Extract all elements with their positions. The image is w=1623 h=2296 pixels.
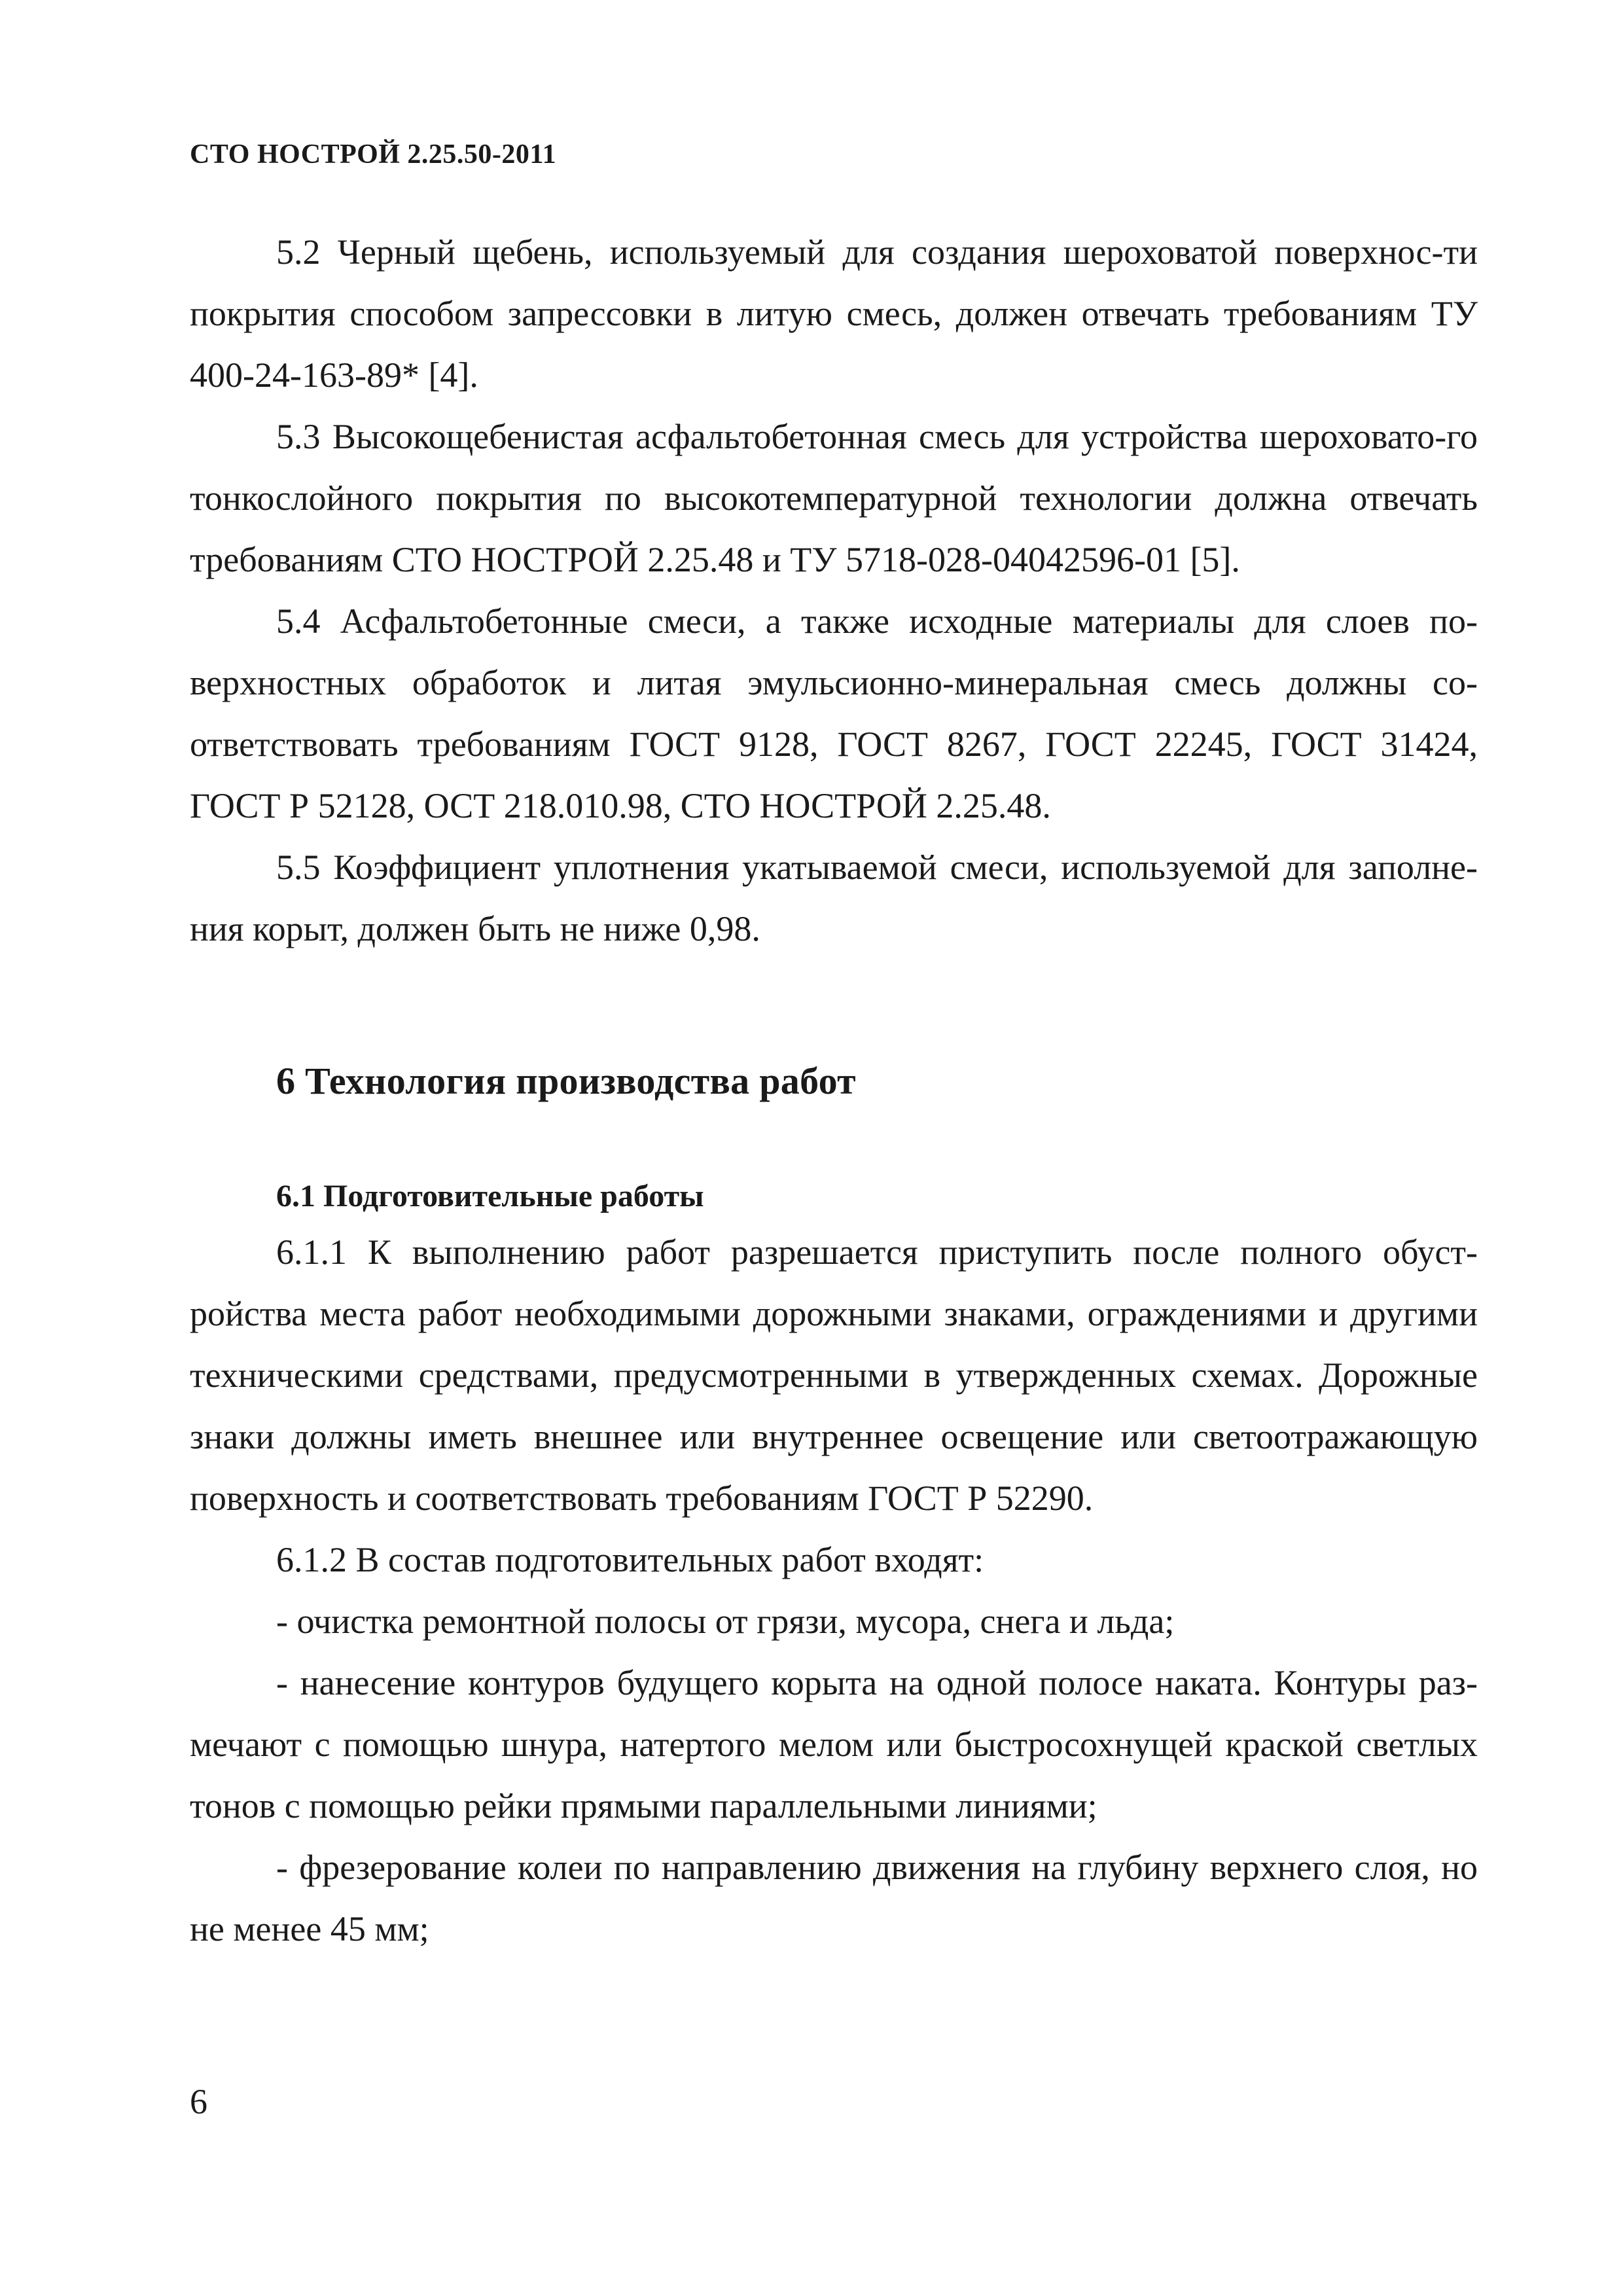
paragraph-6-1-2: 6.1.2 В состав подготовительных работ входят: [276, 1540, 984, 1579]
paragraph-5-4: 5.4 Асфальтобетонные смеси, а также исходные материалы для слоев по-верхностных обработок и литая эмульсионно-минеральная смесь должны со-ответствовать требованиям ГОСТ 9128, ГОСТ 8267, ГОСТ 22245, ГОСТ 31424, ГОСТ Р 52128, ОСТ 218.010.98, СТО НОСТРОЙ 2.25.48. [190, 601, 1478, 825]
paragraph-5-5: 5.5 Коэффициент уплотнения укатываемой смеси, используемой для заполне-ния корыт, должен быть не ниже 0,98. [190, 848, 1478, 948]
subsection-6-1-title: 6.1 Подготовительные работы [276, 1179, 704, 1213]
page-number: 6 [190, 2082, 207, 2121]
section-6-title: 6 Технология производства работ [276, 1060, 856, 1102]
list-item-marking: - нанесение контуров будущего корыта на одной полосе наката. Контуры раз-мечают с помощью шнура, натертого мелом или быстросохнущей краской светлых тонов с помощью рейки прямыми параллельными линиями; [190, 1663, 1478, 1825]
paragraph-5-3: 5.3 Высокощебенистая асфальтобетонная смесь для устройства шероховато-го тонкослойного покрытия по высокотемпературной технологии должна отвечать требованиям СТО НОСТРОЙ 2.25.48 и ТУ 5718-028-04042596-01 [5]. [190, 417, 1478, 579]
paragraph-5-2: 5.2 Черный щебень, используемый для создания шероховатой поверхнос-ти покрытия способом запрессовки в литую смесь, должен отвечать требованиям ТУ 400-24-163-89* [4]. [190, 232, 1478, 395]
list-item-cleaning: - очистка ремонтной полосы от грязи, мусора, снега и льда; [276, 1602, 1175, 1641]
list-item-milling: - фрезерование колеи по направлению движения на глубину верхнего слоя, но не менее 45 мм; [190, 1848, 1478, 1948]
paragraph-6-1-1: 6.1.1 К выполнению работ разрешается приступить после полного обуст-ройства места работ необходимыми дорожными знаками, ограждениями и другими техническими средствами, предусмотренными в утвержденных схемах. Дорожные знаки должны иметь внешнее или внутреннее освещение или светоотражающую поверхность и соответствовать требованиям ГОСТ Р 52290. [190, 1232, 1478, 1518]
document-code-header: СТО НОСТРОЙ 2.25.50-2011 [190, 139, 557, 170]
section-5-body [190, 221, 1478, 960]
section-6-body [190, 1221, 1478, 1960]
